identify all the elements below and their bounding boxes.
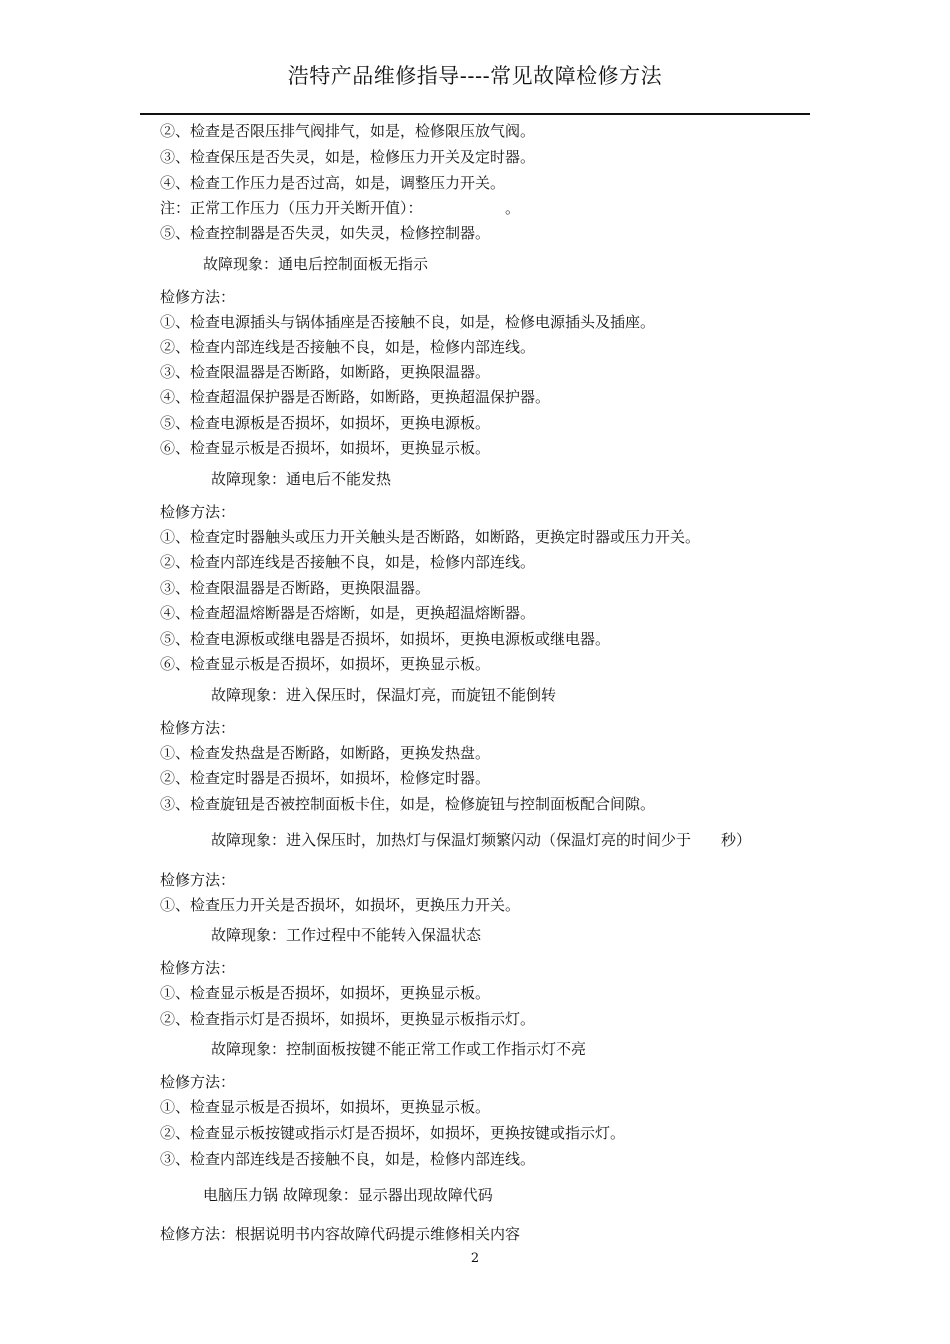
header-divider [140, 113, 810, 115]
page-header-title: 浩特产品维修指导----常见故障检修方法 [287, 64, 663, 88]
list-item: ③、检查内部连线是否接触不良，如是，检修内部连线。 [160, 1150, 536, 1168]
list-item: ①、检查压力开关是否损坏，如损坏，更换压力开关。 [160, 896, 521, 914]
list-item: ④、检查工作压力是否过高，如是，调整压力开关。 [160, 174, 506, 192]
list-item: ②、检查内部连线是否接触不良，如是，检修内部连线。 [160, 338, 536, 356]
list-item: ⑥、检查显示板是否损坏，如损坏，更换显示板。 [160, 439, 491, 457]
page-number: 2 [470, 1251, 480, 1266]
fault-heading: 故障现象：工作过程中不能转入保温状态 [211, 926, 482, 944]
list-item: ①、检查定时器触头或压力开关触头是否断路，如断路，更换定时器或压力开关。 [160, 528, 701, 546]
fault-heading: 电脑压力锅 故障现象：显示器出现故障代码 [203, 1186, 493, 1204]
method-label: 检修方法：根据说明书内容故障代码提示维修相关内容 [160, 1225, 521, 1243]
list-item: ③、检查限温器是否断路，如断路，更换限温器。 [160, 363, 491, 381]
fault-heading: 故障现象：控制面板按键不能正常工作或工作指示灯不亮 [211, 1040, 587, 1058]
list-item: ②、检查内部连线是否接触不良，如是，检修内部连线。 [160, 553, 536, 571]
list-item: ②、检查定时器是否损坏，如损坏，检修定时器。 [160, 769, 491, 787]
list-item: ③、检查限温器是否断路，更换限温器。 [160, 579, 431, 597]
method-label: 检修方法： [160, 288, 236, 306]
list-item: ③、检查保压是否失灵，如是，检修压力开关及定时器。 [160, 148, 536, 166]
method-label: 检修方法： [160, 959, 236, 977]
method-label: 检修方法： [160, 1073, 236, 1091]
fault-heading: 故障现象：通电后控制面板无指示 [203, 255, 429, 273]
fault-heading: 故障现象：通电后不能发热 [211, 470, 392, 488]
list-item: ⑤、检查电源板是否损坏，如损坏，更换电源板。 [160, 414, 491, 432]
fault-heading: 故障现象：进入保压时，加热灯与保温灯频繁闪动（保温灯亮的时间少于 秒） [211, 831, 752, 849]
fault-heading: 故障现象：进入保压时，保温灯亮，而旋钮不能倒转 [211, 686, 557, 704]
list-item: ②、检查是否限压排气阀排气，如是，检修限压放气阀。 [160, 122, 536, 140]
list-item: ①、检查显示板是否损坏，如损坏，更换显示板。 [160, 984, 491, 1002]
list-item: ④、检查超温熔断器是否熔断，如是，更换超温熔断器。 [160, 604, 536, 622]
method-label: 检修方法： [160, 503, 236, 521]
list-item: ⑥、检查显示板是否损坏，如损坏，更换显示板。 [160, 655, 491, 673]
list-item: ⑤、检查电源板或继电器是否损坏，如损坏，更换电源板或继电器。 [160, 630, 611, 648]
list-item: ②、检查指示灯是否损坏，如损坏，更换显示板指示灯。 [160, 1010, 536, 1028]
list-item: ②、检查显示板按键或指示灯是否损坏，如损坏，更换按键或指示灯。 [160, 1124, 626, 1142]
list-item: ③、检查旋钮是否被控制面板卡住，如是，检修旋钮与控制面板配合间隙。 [160, 795, 656, 813]
method-label: 检修方法： [160, 871, 236, 889]
note-text: 注：正常工作压力（压力开关断开值）： 。 [160, 199, 521, 217]
list-item: ④、检查超温保护器是否断路，如断路，更换超温保护器。 [160, 388, 551, 406]
list-item: ⑤、检查控制器是否失灵，如失灵，检修控制器。 [160, 224, 491, 242]
list-item: ①、检查电源插头与锅体插座是否接触不良，如是，检修电源插头及插座。 [160, 313, 656, 331]
list-item: ①、检查显示板是否损坏，如损坏，更换显示板。 [160, 1098, 491, 1116]
method-label: 检修方法： [160, 719, 236, 737]
list-item: ①、检查发热盘是否断路，如断路，更换发热盘。 [160, 744, 491, 762]
